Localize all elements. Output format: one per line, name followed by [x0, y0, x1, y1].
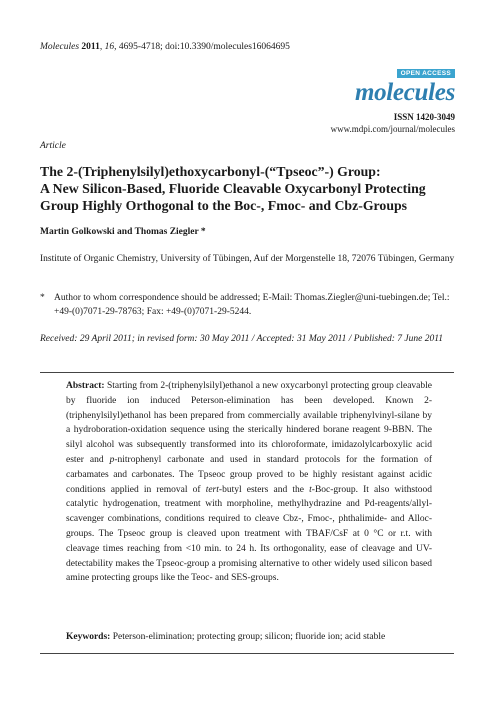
open-access-badge: OPEN ACCESS [397, 69, 455, 78]
title-line: A New Silicon-Based, Fluoride Cleavable Oxycarbonyl Protecting [40, 181, 426, 196]
abstract-italic: p [109, 454, 115, 465]
abstract-text: -Boc-group. It also withstood catalytic hydrogenation, treatment with morpholine, methylhydrazine and Pd-reagents/allyl-scavenger combinations, conditions required to cleave Cbz-, Fmoc-, phthalimide- and Alloc-groups. The Tpseoc group is cleaved upon treatment with TBAF/CsF at 0 °C or r.t. with cleavage times reaching from <10 min. to 24 h. Its orthogonality, ease of cleavage and UV-detectability makes the Tpseoc-group a promising alternative to other widely used silicon based amine protecting groups like the Teoc- and SES-groups. [66, 484, 432, 584]
paper-title [40, 163, 460, 214]
journal-volume: 16 [104, 42, 115, 52]
keywords [66, 632, 432, 642]
abstract-text: -butyl esters and the [218, 484, 310, 495]
journal-logo: molecules [354, 79, 455, 106]
abstract-italic: tert [205, 484, 219, 495]
title-line: Group Highly Orthogonal to the Boc-, Fmoc- and Cbz-Groups [40, 198, 408, 213]
article-type: Article [40, 141, 66, 151]
correspondence-text: Author to whom correspondence should be addressed; E-Mail: Thomas.Ziegler@uni-tuebingen.de; Tel.: +49-(0)7071-29-78763; Fax: +49-(0)7071-29-5244. [54, 293, 450, 317]
journal-citation: Molecules 2011, 16, 4695-4718; doi:10.3390/molecules16064695 [40, 42, 290, 52]
journal-url[interactable]: www.mdpi.com/journal/molecules [330, 124, 455, 134]
correspondence [40, 292, 460, 319]
abstract-label: Abstract: [66, 381, 105, 391]
abstract-italic: t [309, 484, 312, 495]
authors: Martin Golkowski and Thomas Ziegler * [40, 227, 206, 237]
keywords-label: Keywords: [66, 632, 111, 642]
abstract-text: -nitrophenyl carbonate and used in standard protocols for the formation of carbamates and carbonates. The Tpseoc group proved to be highly resistant against acidic conditions applied in removal of [66, 454, 433, 495]
journal-name: Molecules [40, 42, 80, 52]
publication-dates: Received: 29 April 2011; in revised form: 30 May 2011 / Accepted: 31 May 2011 / Published: 7 June 2011 [40, 334, 444, 344]
abstract [66, 379, 432, 586]
abstract-text: Starting from 2-(triphenylsilyl)ethanol a new oxycarbonyl protecting group cleavable by fluoride ion induced Peterson-elimination has been developed. Known 2-(triphenylsilyl)ethanol has been prepared from commercially available triphenylvinyl-silane by a hydroboration-oxidation sequence using the sterically hindered borane reagent 9-BBN. The silyl alcohol was subsequently transformed into its chloroformate, imidazolylcarboxylic acid ester and [66, 381, 432, 465]
correspondence-star: * [40, 293, 45, 303]
affiliation: Institute of Organic Chemistry, University of Tübingen, Auf der Morgenstelle 18, 72076 Tübingen, Germany [40, 254, 455, 264]
journal-year: 2011 [81, 42, 100, 52]
title-line: The 2-(Triphenylsilyl)ethoxycarbonyl-(“Tpseoc”-) Group: [40, 164, 381, 179]
keywords-text: Peterson-elimination; protecting group; silicon; fluoride ion; acid stable [110, 632, 386, 642]
citation-rest: , 4695-4718; doi:10.3390/molecules16064695 [114, 42, 290, 52]
issn: ISSN 1420-3049 [393, 112, 455, 122]
